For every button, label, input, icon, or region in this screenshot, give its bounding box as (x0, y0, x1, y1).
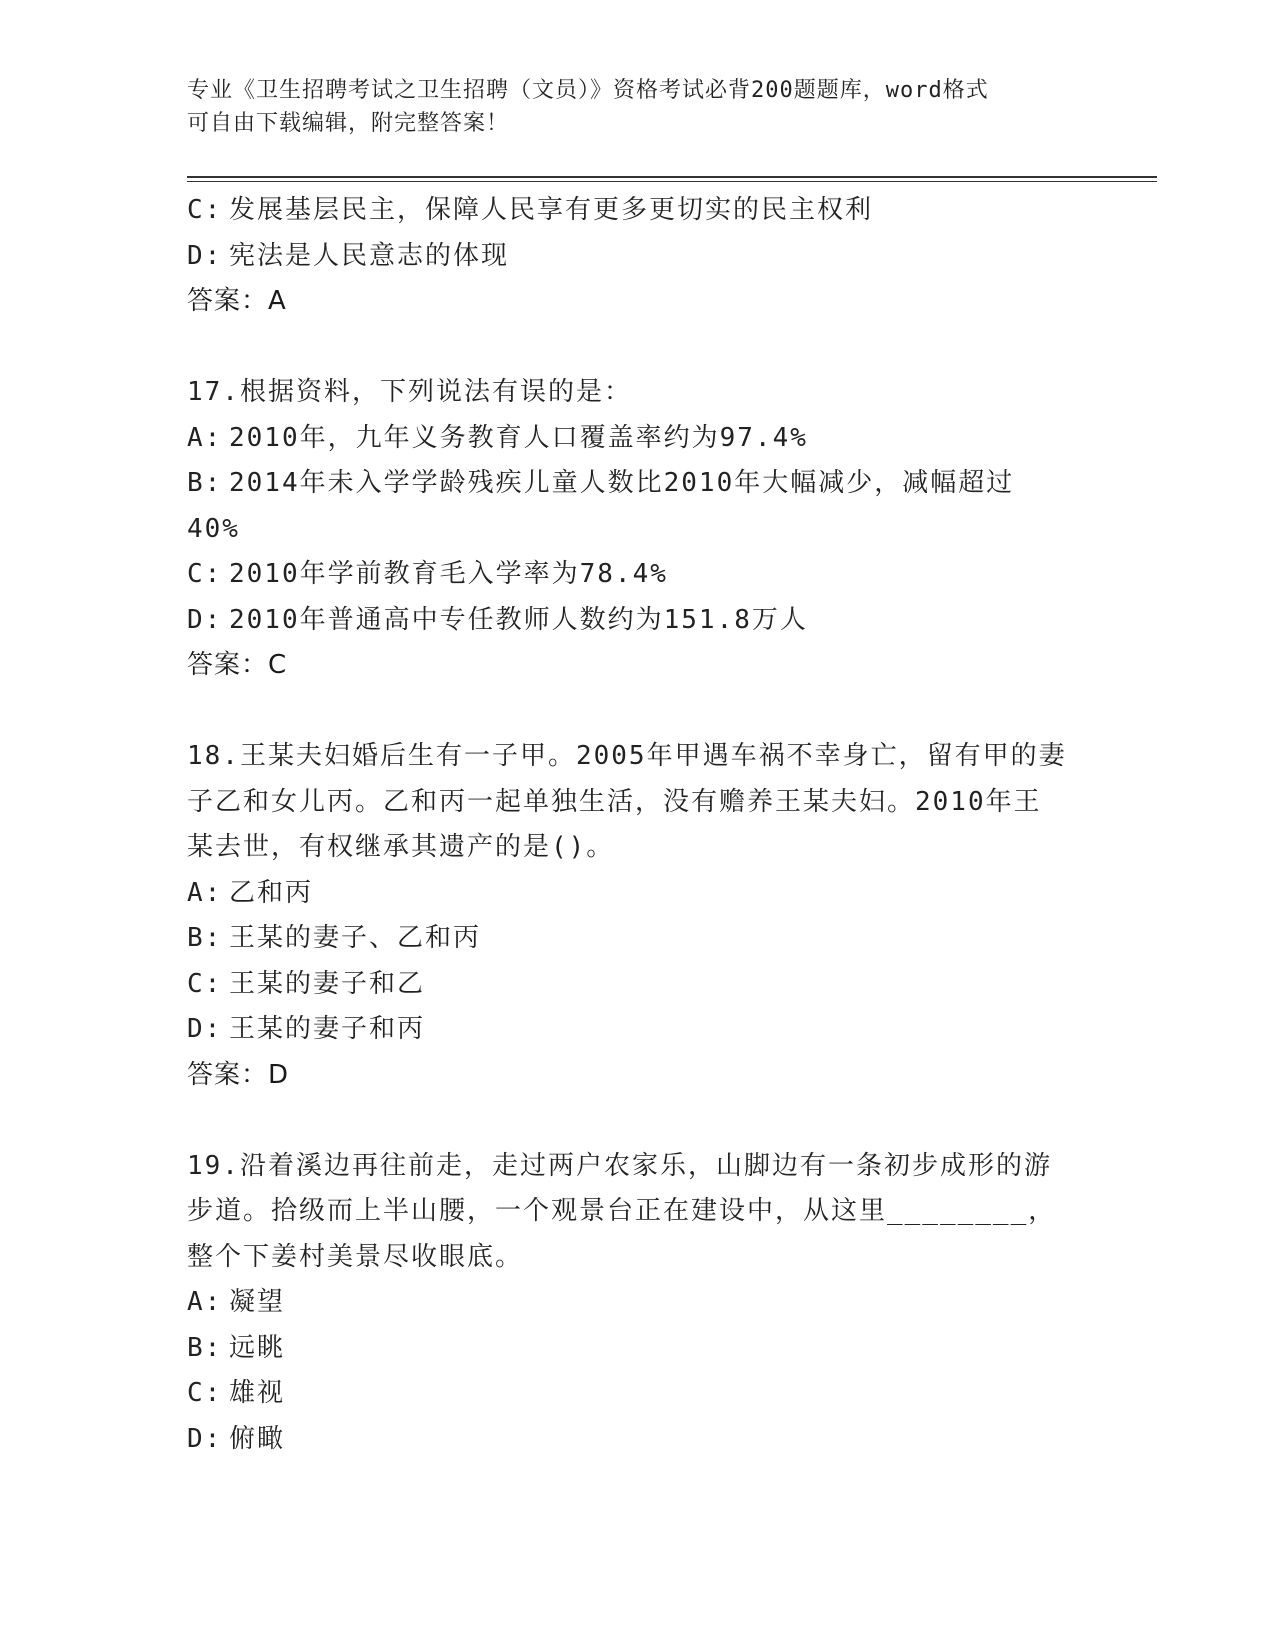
question-text-line-2: 子乙和女儿丙。乙和丙一起单独生活，没有赡养王某夫妇。2010年王 (187, 786, 1042, 817)
option-a: A: 乙和丙 (187, 877, 314, 908)
option-b: B: 王某的妻子、乙和丙 (187, 923, 482, 953)
header-line-1: 专业《卫生招聘考试之卫生招聘（文员）》资格考试必背200题题库，word格式 (187, 78, 989, 103)
option-d: D: 2010年普通高中专任教师人数约为151.8万人 (187, 604, 808, 635)
option-b-continued: 40% (187, 513, 240, 544)
question-title: 17.根据资料，下列说法有误的是： (187, 377, 632, 407)
question-text-line-3: 某去世，有权继承其遗产的是()。 (187, 832, 615, 862)
option-b: B: 远眺 (187, 1332, 286, 1363)
answer-line: 答案：D (187, 1059, 290, 1090)
question-text-line-1: 18.王某夫妇婚后生有一子甲。2005年甲遇车祸不幸身亡，留有甲的妻 (187, 741, 1067, 771)
answer-line: 答案：C (187, 650, 288, 680)
option-d: D: 王某的妻子和丙 (187, 1014, 426, 1044)
option-c: C: 王某的妻子和乙 (187, 968, 426, 999)
header-divider (187, 176, 1157, 182)
document-header (187, 74, 1087, 140)
question-17 (187, 370, 1087, 689)
question-text-line-1: 19.沿着溪边再往前走，走过两户农家乐，山脚边有一条初步成形的游 (187, 1150, 1052, 1181)
question-text-line-2: 步道。拾级而上半山腰，一个观景台正在建设中，从这里________， (187, 1196, 1057, 1226)
option-c: C: 雄视 (187, 1378, 286, 1408)
option-c: C: 发展基层民主，保障人民享有更多更切实的民主权利 (187, 195, 874, 225)
document-body (187, 188, 1087, 1462)
answer-line: 答案：A (187, 286, 287, 316)
header-line-2: 可自由下载编辑，附完整答案！ (187, 111, 510, 136)
question-18 (187, 734, 1087, 1098)
option-d: D: 俯瞰 (187, 1423, 286, 1454)
question-16-tail (187, 188, 1087, 325)
question-text-line-3: 整个下姜村美景尽收眼底。 (187, 1241, 524, 1272)
option-a: A: 2010年，九年义务教育人口覆盖率约为97.4% (187, 422, 808, 453)
option-b: B: 2014年未入学学龄残疾儿童人数比2010年大幅减少，减幅超过 (187, 468, 1015, 498)
option-c: C: 2010年学前教育毛入学率为78.4% (187, 559, 668, 589)
option-d: D: 宪法是人民意志的体现 (187, 240, 510, 271)
question-19 (187, 1144, 1087, 1463)
option-a: A: 凝望 (187, 1287, 286, 1317)
